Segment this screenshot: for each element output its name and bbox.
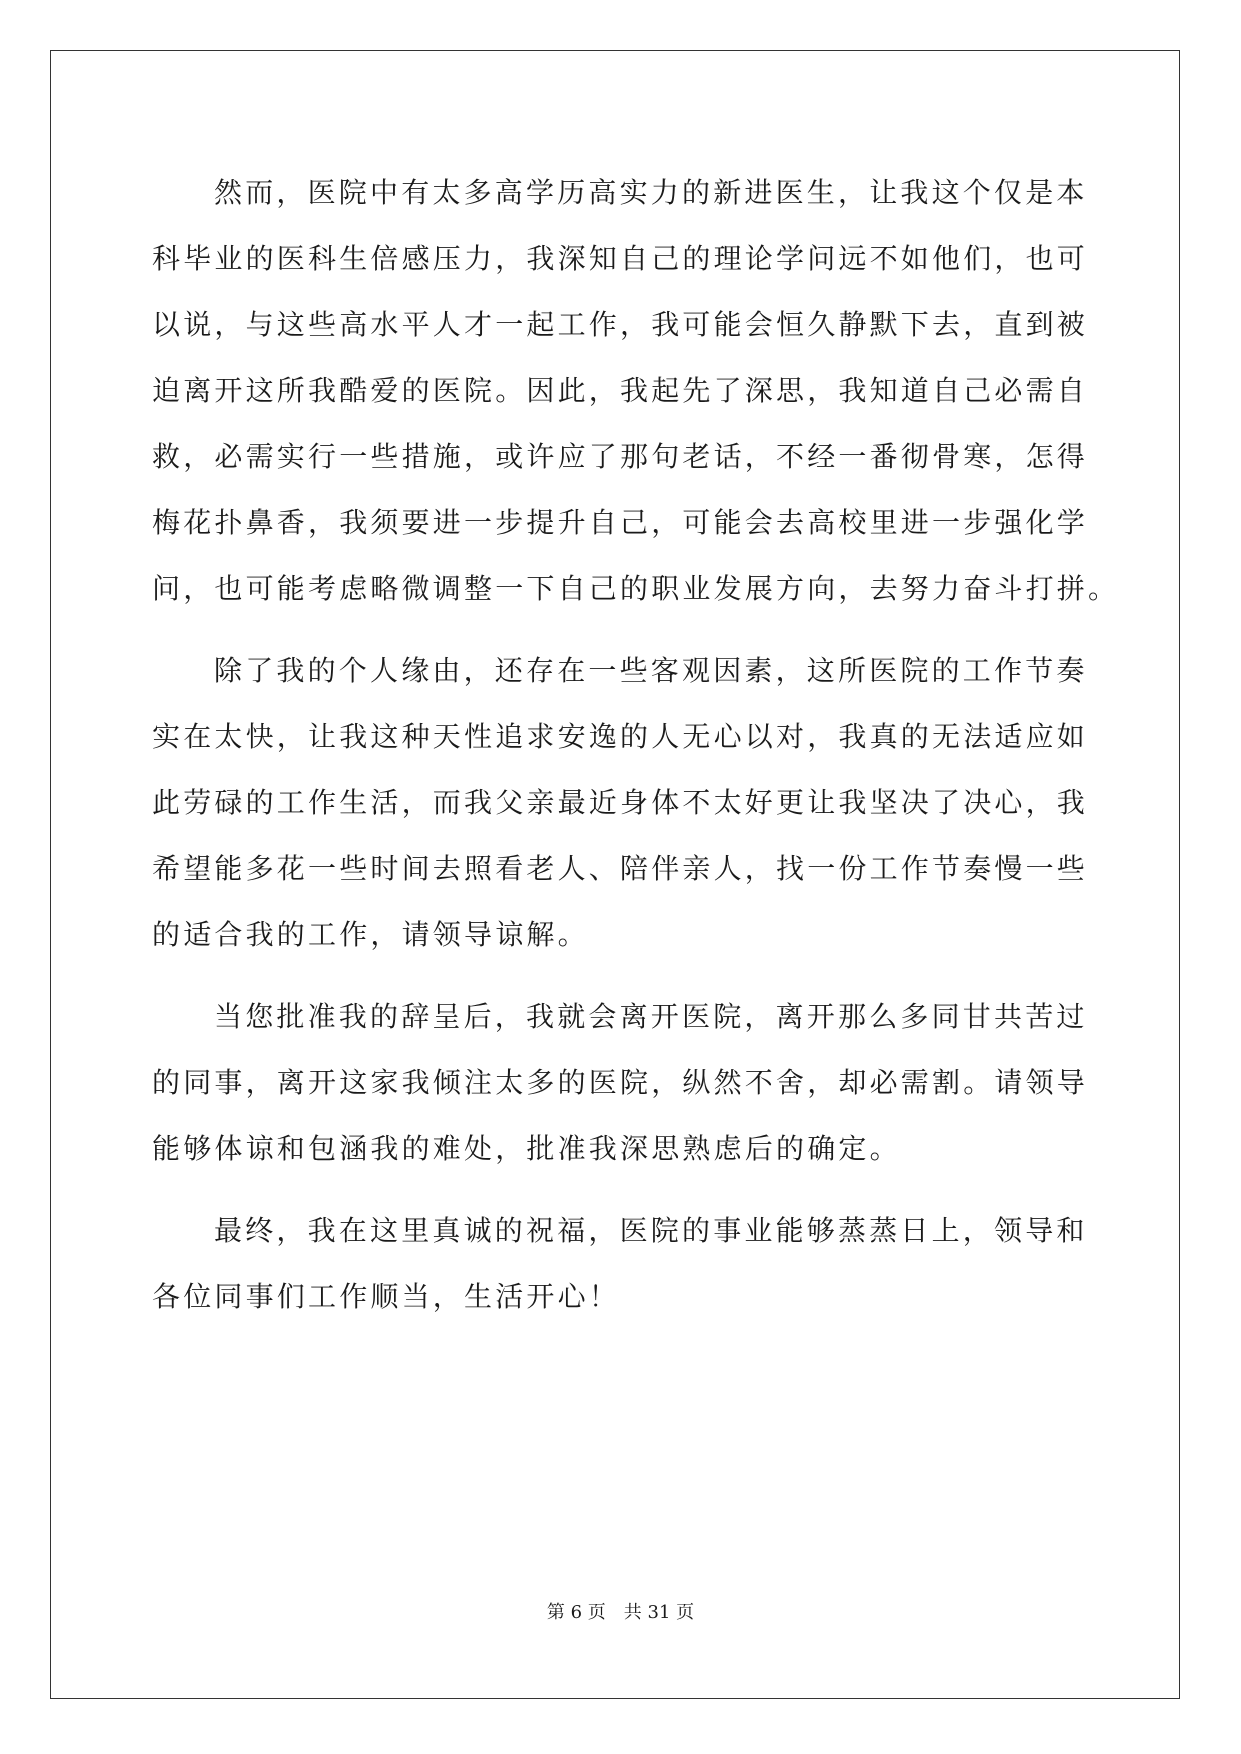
text-line: 此劳碌的工作生活，而我父亲最近身体不太好更让我坚决了决心，我 [152, 786, 1089, 819]
letter-body [152, 160, 1120, 1330]
text-line: 当您批准我的辞呈后，我就会离开医院，离开那么多同甘共苦过 [214, 1000, 1088, 1033]
text-line: 然而，医院中有太多高学历高实力的新进医生，让我这个仅是本 [214, 176, 1088, 209]
text-line: 迫离开这所我酷爱的医院。因此，我起先了深思，我知道自己必需自 [152, 374, 1089, 407]
text-line: 除了我的个人缘由，还存在一些客观因素，这所医院的工作节奏 [214, 654, 1088, 687]
page-total: 共 31 页 [623, 1602, 695, 1623]
paragraph-4 [152, 1198, 1087, 1330]
text-line: 能够体谅和包涵我的难处，批准我深思熟虑后的确定。 [152, 1132, 901, 1165]
text-line: 救，必需实行一些措施，或许应了那句老话，不经一番彻骨寒，怎得 [152, 440, 1089, 473]
text-line: 的适合我的工作，请领导谅解。 [152, 918, 589, 951]
text-line: 问，也可能考虑略微调整一下自己的职业发展方向，去努力奋斗打拼。 [152, 572, 1120, 605]
page-number: 第 6 页 [546, 1602, 606, 1623]
text-line: 希望能多花一些时间去照看老人、陪伴亲人，找一份工作节奏慢一些 [152, 852, 1089, 885]
text-line: 实在太快，让我这种天性追求安逸的人无心以对，我真的无法适应如 [152, 720, 1089, 753]
text-line: 最终，我在这里真诚的祝福，医院的事业能够蒸蒸日上，领导和 [214, 1214, 1088, 1247]
text-line: 梅花扑鼻香，我须要进一步提升自己，可能会去高校里进一步强化学 [152, 506, 1089, 539]
paragraph-2 [152, 638, 1087, 968]
paragraph-3 [152, 984, 1087, 1182]
text-line: 以说，与这些高水平人才一起工作，我可能会恒久静默下去，直到被 [152, 308, 1089, 341]
text-line: 科毕业的医科生倍感压力，我深知自己的理论学问远不如他们，也可 [152, 242, 1089, 275]
text-line: 各位同事们工作顺当，生活开心！ [152, 1280, 621, 1313]
page-footer [0, 1598, 1241, 1624]
text-line: 的同事，离开这家我倾注太多的医院，纵然不舍，却必需割。请领导 [152, 1066, 1089, 1099]
paragraph-1 [152, 160, 1120, 622]
